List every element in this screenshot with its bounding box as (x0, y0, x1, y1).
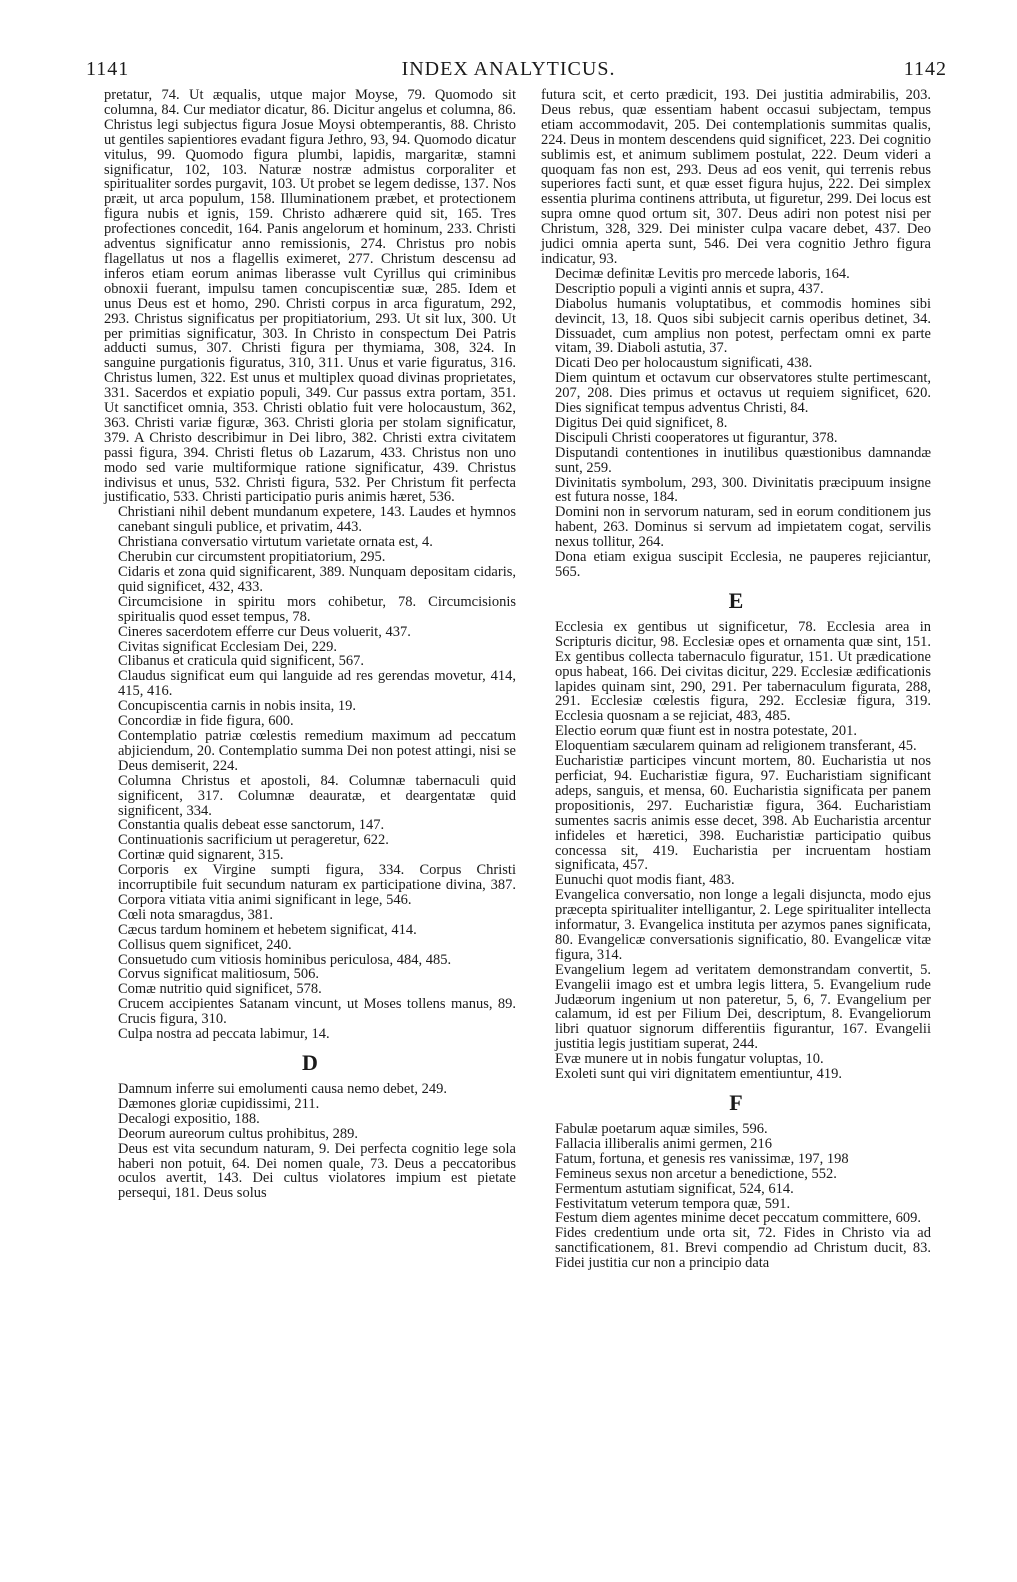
index-entry: Christiani nihil debent mundanum expetere, 143. Laudes et hymnos canebant singuli publice, et privatim, 443. (118, 504, 516, 536)
index-entry: Civitas significat Ecclesiam Dei, 229. (118, 638, 338, 655)
index-entry: Discipuli Christi cooperatores ut figurantur, 378. (555, 429, 838, 446)
index-entry: Cæcus tardum hominem et hebetem significat, 414. (118, 921, 417, 938)
page-number-left: 1141 (86, 58, 130, 80)
section-letter-d: D (302, 1050, 318, 1075)
page-title: INDEX ANALYTICUS. (401, 58, 616, 80)
index-entry: Concordiæ in fide figura, 600. (118, 713, 294, 730)
index-entry: Collisus quem significet, 240. (118, 936, 292, 953)
left-column (104, 88, 516, 1201)
index-entry: Columna Christus et apostoli, 84. Columnæ tabernaculi quid significent, 317. Columnæ deauratæ, et deargentatæ quid significent, 334. (118, 772, 516, 819)
index-entry: Claudus significat eum qui languide ad res gerendas movetur, 414, 415, 416. (118, 668, 516, 700)
index-entry: Eloquentiam sæcularem quinam ad religionem transferant, 45. (555, 738, 917, 755)
index-entry: Fatum, fortuna, et genesis res vanissimæ, 197, 198 (555, 1150, 849, 1167)
index-entry: Dona etiam exigua suscipit Ecclesia, ne pauperes rejiciantur, 565. (555, 549, 931, 580)
index-entry: Dicati Deo per holocaustum significati, 438. (555, 355, 813, 372)
index-entry: Christiana conversatio virtutum varietate ornata est, 4. (118, 534, 433, 551)
index-entry: Contemplatio patriæ cœlestis remedium maximum ad peccatum abjiciendum, 20. Contemplatio summa Dei non potest attingi, nisi se Deus demiserit, 224. (118, 727, 516, 774)
index-entry: Clibanus et craticula quid significent, 567. (118, 653, 365, 670)
index-entry: Festivitatum veterum tempora quæ, 591. (555, 1195, 791, 1212)
section-letter-f: F (729, 1090, 743, 1115)
index-entry: Eunuchi quot modis fiant, 483. (555, 872, 735, 889)
index-entry: Cidaris et zona quid significarent, 389. Nunquam depositam cidaris, quid significet, 432, 433. (118, 564, 516, 595)
page-number-right: 1142 (903, 58, 947, 80)
index-entry: Corporis ex Virgine sumpti figura, 334. Corpus Christi incorruptibile fuit secundum naturam ex participatione divina, 387. Corpora vitiata vitia animi significant in lege, 546. (118, 862, 516, 908)
index-entry: Cineres sacerdotem efferre cur Deus voluerit, 437. (118, 623, 411, 640)
index-entry: Festum diem agentes minime decet peccatum committere, 609. (555, 1210, 922, 1227)
index-entry: Continuationis sacrificium ut perageretur, 622. (118, 832, 389, 849)
index-entry: Constantia qualis debeat esse sanctorum, 147. (118, 817, 385, 834)
index-entry: Ecclesia ex gentibus ut significetur, 78. Ecclesia area in Scripturis dicitur, 98. Ecclesiæ opes et ornamenta quæ sint, 151. Ex gentibus collecta tabernaculo figuratur, 151. Ut prædicatione opus habeat, 166. Dei civitas dicitur, 229. Ecclesiæ ædificationis lapides quinam sint, 290, 291. Per tabernaculum figurata, 288, 291. Ecclesiæ cœlestis figura, 292. Ecclesiæ figura, 319. Ecclesia quosnam a se rejiciat, 483, 485. (555, 618, 931, 725)
index-entry: Disputandi contentiones in inutilibus quæstionibus damnandæ sunt, 259. (555, 444, 931, 476)
index-entry-continuation: pretatur, 74. Ut æqualis, utque major Moyse, 79. Quomodo sit columna, 84. Cur mediator dicatur, 86. Dicitur angelus et columna, 86. Christus legi subjectus figura Josue Moysi obtemperantis, 88. Christo ut gentiles sapientiores evadant figura Jethro, 93, 94. Quomodo dicatur vitulus, 99. Quomodo figura plumbi, lapidis, margaritæ, stamni significatur, 102, 103. Naturæ nostræ admistus corporaliter et spiritualiter sordes purgavit, 103. Ut probet se legem dedisse, 137. Nos præit, ut arca populum, 158. Illuminationem præbet, et protectionem figura nubis et ignis, 159. Christo adhærere quid sit, 165. Tres profectiones concedit, 164. Panis angelorum et hominum, 233. Christi adventus significatur anno remissionis, 274. Christus pro nobis flagellatus ut nos a flagellis eximeret, 277. Christum descensu ad inferos etiam eorum animas liberasse vult Cyrillus qui criminibus obnoxii fuerant, impulsu tamen concupiscentiæ suæ, 285. Idem et unus Deus est et homo, 290. Christi corpus in arca figuratum, 292, 293. Christus significatus per propitiatorium, 293. Ut sit lux, 300. Ut per primitias significatur, 303. In Christo in conspectum Dei Patris adducti sumus, 307. Christi figura per thymiama, 308, 324. In sanguine purgationis figuratus, 310, 311. Unus et varie figuratus, 316. Christus lumen, 322. Est unus et multiplex quoad divinas proprietates, 331. Sacerdos et expiatio populi, 349. Cur passus extra portam, 351. Ut sanctificet omnia, 353. Christi oblatio fuit vere holocaustum, 362, 363. Christi variæ figuræ, 363. Christi gloria per stolam significatur, 379. A Christo describimur in Dei libro, 382. Christi extra civitatem passi figura, 394. Christi fletus ob Lazarum, 433. Christus non uno modo sed varie multiformique ratione significatur, 439. Christus indivisus et unus, 532. Christi figura, 532. Per Christum fit perfecta justificatio, 533. Christi participatio puris animis hæret, 536. (104, 87, 516, 506)
index-entry: Cherubin cur circumstent propitiatorium, 295. (118, 549, 386, 566)
index-entry: Domini non in servorum naturam, sed in eorum conditionem jus habent, 263. Dominus si servum ad impietatem cogat, servilis nexus tollitur, 264. (555, 504, 931, 551)
index-entry: Electio eorum quæ fiunt est in nostra potestate, 201. (555, 723, 858, 740)
section-letter-e: E (728, 587, 744, 613)
index-entry: Consuetudo cum vitiosis hominibus periculosa, 484, 485. (118, 951, 452, 968)
index-entry: Dæmones gloriæ cupidissimi, 211. (118, 1095, 320, 1112)
index-entry: Decimæ definitæ Levitis pro mercede laboris, 164. (555, 265, 850, 282)
index-entry: Diabolus humanis voluptatibus, et commodis homines sibi devincit, 13, 18. Quos sibi subjecit carnis operibus detinet, 34. Dissuadet, cum amplius non potest, perfectam omni ex parte vitam, 39. Diaboli astutia, 37. (555, 295, 931, 357)
index-entry-continuation: futura scit, et certo prædicit, 193. Dei justitia admirabilis, 203. Deus rebus, quæ essentiam habent occasui subjectam, tempus etiam accommodavit, 205. Dei contemplationis summitas qualis, 224. Deus in montem descendens quid significet, 223. Dei cognitio sublimis est, et animum sublimem postulat, 222. Deum videri a quoquam fas non est, 293. Deus ad eos venit, qui terrenis rebus superiores facti sunt, et quæ esset figura hujus, 222. Dei simplex essentia plurima continens attributa, ut figuretur, 299. Dei locus est supra omne quod ortum sit, 307. Deus adiri non potest nisi per Christum, 328, 329. Dei minister culpa vacare debet, 437. Deo judici omnia aperta sunt, 546. Dei vera cognitio Jethro figura indicatur, 93. (541, 87, 931, 267)
index-entry: Evangelium legem ad veritatem demonstrandam convertit, 5. Evangelii imago est et umbra legis littera, 5. Evangelium rude Judæorum ingenium ut non pateretur, 5, 6, 7. Evangelium per calamum, id est per Filium Dei, descriptum, 8. Evangeliorum libri quatuor signorum differentiis figurantur, 167. Evangelii justitia legis justitiam superat, 244. (555, 961, 931, 1053)
index-entry: Culpa nostra ad peccata labimur, 14. (118, 1026, 330, 1043)
index-entry: Fides credentium unde orta sit, 72. Fides in Christo via ad sanctificationem, 81. Brevi compendio ad Christum ducit, 83. Fidei justitia cur non a principio data (555, 1225, 931, 1272)
index-entry: Concupiscentia carnis in nobis insita, 19. (118, 698, 357, 715)
index-entry: Evæ munere ut in nobis fungatur voluptas, 10. (555, 1051, 824, 1068)
index-entry: Descriptio populi a viginti annis et supra, 437. (555, 280, 824, 297)
index-entry: Fallacia illiberalis animi germen, 216 (555, 1135, 773, 1152)
index-entry: Femineus sexus non arcetur a benedictione, 552. (555, 1165, 837, 1182)
index-entry: Deus est vita secundum naturam, 9. Dei perfecta cognitio lege sola haberi non potuit, 64. Dei nomen quale, 73. Deus a peccatoribus oculos avertit, 143. Dei cultus violatores impium est pietate persequi, 181. Deus solus (118, 1140, 516, 1202)
index-entry: Cortinæ quid signarent, 315. (118, 847, 284, 864)
index-entry: Fermentum astutiam significat, 524, 614. (555, 1180, 794, 1197)
index-entry: Circumcisione in spiritu mors cohibetur, 78. Circumcisionis spiritualis quod esset tempus, 78. (118, 593, 516, 625)
index-entry: Eucharistiæ participes vincunt mortem, 80. Eucharistia ut nos perficiat, 94. Eucharistiæ figura, 97. Eucharistiam significant adeps, sanguis, et mensa, 60. Eucharistia significata per panem propositionis, 297. Eucharistiæ figura, 364. Eucharistiam sumentes sacris animis esse decet, 398. Ab Eucharistia arcentur infideles et hæretici, 398. Eucharistiæ participatio quibus concessa sit, 419. Eucharistia per incruentam hostiam significata, 457. (555, 753, 931, 874)
index-entry: Divinitatis symbolum, 293, 300. Divinitatis præcipuum insigne est futura nosse, 184. (555, 474, 931, 506)
index-entry: Cœli nota smaragdus, 381. (118, 906, 274, 923)
right-column (541, 88, 931, 1271)
index-entry: Damnum inferre sui emolumenti causa nemo debet, 249. (118, 1081, 447, 1097)
index-entry: Fabulæ poetarum aquæ similes, 596. (555, 1121, 768, 1137)
index-entry: Deorum aureorum cultus prohibitus, 289. (118, 1125, 359, 1142)
index-entry: Decalogi expositio, 188. (118, 1110, 260, 1127)
index-entry: Corvus significat malitiosum, 506. (118, 966, 319, 983)
index-entry: Evangelica conversatio, non longe a legali disjuncta, modo ejus præcepta spiritualiter intelligantur, 2. Lege spiritualiter intellecta informatur, 3. Evangelica instituta per azymos panes significata, 80. Evangelicæ conversationis significatio, 80. Evangelicæ vitæ figura, 314. (555, 887, 931, 963)
index-entry: Diem quintum et octavum cur observatores stulte pertimescant, 207, 208. Dies primus et octavus ut requiem significet, 620. Dies significat tempus adventus Christi, 84. (555, 370, 931, 417)
index-entry: Comæ nutritio quid significet, 578. (118, 981, 322, 998)
index-entry: Crucem accipientes Satanam vincunt, ut Moses tollens manus, 89. Crucis figura, 310. (118, 996, 516, 1028)
index-entry: Exoleti sunt qui viri dignitatem ementiuntur, 419. (555, 1066, 842, 1083)
index-entry: Digitus Dei quid significet, 8. (555, 414, 728, 431)
